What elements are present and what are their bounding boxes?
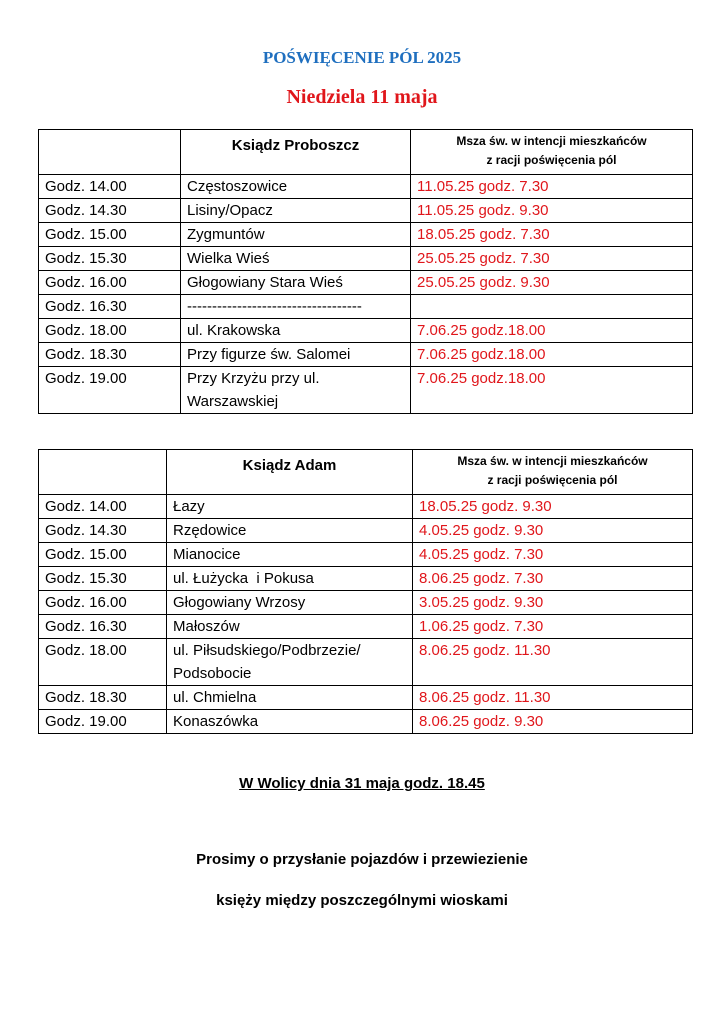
mass-date-cell: 11.05.25 godz. 9.30 — [411, 199, 693, 223]
place-cell: Przy figurze św. Salomei — [181, 343, 411, 367]
table-row — [39, 343, 693, 367]
place-cell: ul. Piłsudskiego/Podbrzezie/ Podsobocie — [167, 639, 413, 686]
mass-date-cell: 18.05.25 godz. 7.30 — [411, 223, 693, 247]
time-cell: Godz. 15.00 — [39, 223, 181, 247]
place-cell: Częstoszowice — [181, 175, 411, 199]
table-header-row — [39, 450, 693, 495]
place-cell: Rzędowice — [167, 519, 413, 543]
time-cell: Godz. 19.00 — [39, 710, 167, 734]
place-cell: Mianocice — [167, 543, 413, 567]
table-row — [39, 567, 693, 591]
table-row — [39, 319, 693, 343]
mass-date-cell: 11.05.25 godz. 7.30 — [411, 175, 693, 199]
place-cell: Wielka Wieś — [181, 247, 411, 271]
table-row — [39, 247, 693, 271]
mass-date-cell: 7.06.25 godz.18.00 — [411, 319, 693, 343]
table-row — [39, 519, 693, 543]
priest-name-header: Ksiądz Adam — [167, 450, 413, 495]
mass-column-header — [411, 130, 693, 175]
table-row — [39, 367, 693, 414]
mass-header-line1: Msza św. w intencji mieszkańców — [456, 134, 647, 148]
schedule-table-adam — [38, 449, 693, 734]
mass-date-cell — [411, 295, 693, 319]
table-row — [39, 639, 693, 686]
table-header-row — [39, 130, 693, 175]
time-cell: Godz. 18.30 — [39, 686, 167, 710]
time-cell: Godz. 14.30 — [39, 199, 181, 223]
place-cell: Łazy — [167, 495, 413, 519]
time-cell: Godz. 16.30 — [39, 615, 167, 639]
mass-date-cell: 25.05.25 godz. 7.30 — [411, 247, 693, 271]
mass-date-cell: 18.05.25 godz. 9.30 — [413, 495, 693, 519]
table-row — [39, 710, 693, 734]
table-row — [39, 271, 693, 295]
table-row — [39, 295, 693, 319]
request-note-line2: księży między poszczególnymi wioskami — [216, 892, 508, 909]
mass-date-cell: 4.05.25 godz. 9.30 — [413, 519, 693, 543]
time-column-header — [39, 130, 181, 175]
place-cell: ul. Chmielna — [167, 686, 413, 710]
request-note-line1: Prosimy o przysłanie pojazdów i przewiezienie — [196, 851, 528, 868]
place-cell: ----------------------------------- — [181, 295, 411, 319]
page-title: POŚWIĘCENIE PÓL 2025 — [262, 48, 462, 67]
time-cell: Godz. 15.30 — [39, 247, 181, 271]
time-cell: Godz. 14.00 — [39, 175, 181, 199]
time-cell: Godz. 16.00 — [39, 271, 181, 295]
table-row — [39, 591, 693, 615]
page-subtitle: Niedziela 11 maja — [286, 86, 438, 108]
priest-name-header: Ksiądz Proboszcz — [181, 130, 411, 175]
mass-date-cell: 8.06.25 godz. 11.30 — [413, 686, 693, 710]
place-cell: Lisiny/Opacz — [181, 199, 411, 223]
time-cell: Godz. 15.00 — [39, 543, 167, 567]
mass-date-cell: 7.06.25 godz.18.00 — [411, 343, 693, 367]
place-cell: ul. Krakowska — [181, 319, 411, 343]
time-cell: Godz. 18.00 — [39, 639, 167, 686]
place-cell: Głogowiany Stara Wieś — [181, 271, 411, 295]
mass-date-cell: 3.05.25 godz. 9.30 — [413, 591, 693, 615]
table-row — [39, 199, 693, 223]
time-cell: Godz. 16.30 — [39, 295, 181, 319]
place-cell: Zygmuntów — [181, 223, 411, 247]
mass-header-line2: z racji poświęcenia pól — [487, 473, 618, 487]
time-cell: Godz. 18.00 — [39, 319, 181, 343]
wolica-note: W Wolicy dnia 31 maja godz. 18.45 — [239, 775, 485, 792]
table-row — [39, 686, 693, 710]
time-cell: Godz. 19.00 — [39, 367, 181, 414]
table-row — [39, 175, 693, 199]
table-row — [39, 223, 693, 247]
mass-header-line2: z racji poświęcenia pól — [486, 153, 617, 167]
mass-date-cell: 1.06.25 godz. 7.30 — [413, 615, 693, 639]
place-cell: Głogowiany Wrzosy — [167, 591, 413, 615]
mass-header-line1: Msza św. w intencji mieszkańców — [457, 454, 648, 468]
place-cell: Małoszów — [167, 615, 413, 639]
table-row — [39, 495, 693, 519]
mass-date-cell: 7.06.25 godz.18.00 — [411, 367, 693, 414]
table-row — [39, 615, 693, 639]
mass-date-cell: 25.05.25 godz. 9.30 — [411, 271, 693, 295]
schedule-table-proboszcz — [38, 129, 693, 414]
place-cell: ul. Łużycka i Pokusa — [167, 567, 413, 591]
place-cell: Konaszówka — [167, 710, 413, 734]
time-cell: Godz. 14.30 — [39, 519, 167, 543]
mass-date-cell: 8.06.25 godz. 9.30 — [413, 710, 693, 734]
time-cell: Godz. 16.00 — [39, 591, 167, 615]
time-column-header — [39, 450, 167, 495]
mass-date-cell: 8.06.25 godz. 11.30 — [413, 639, 693, 686]
time-cell: Godz. 15.30 — [39, 567, 167, 591]
mass-date-cell: 8.06.25 godz. 7.30 — [413, 567, 693, 591]
table-row — [39, 543, 693, 567]
mass-date-cell: 4.05.25 godz. 7.30 — [413, 543, 693, 567]
mass-column-header — [413, 450, 693, 495]
time-cell: Godz. 18.30 — [39, 343, 181, 367]
place-cell: Przy Krzyżu przy ul. Warszawskiej — [181, 367, 411, 414]
time-cell: Godz. 14.00 — [39, 495, 167, 519]
